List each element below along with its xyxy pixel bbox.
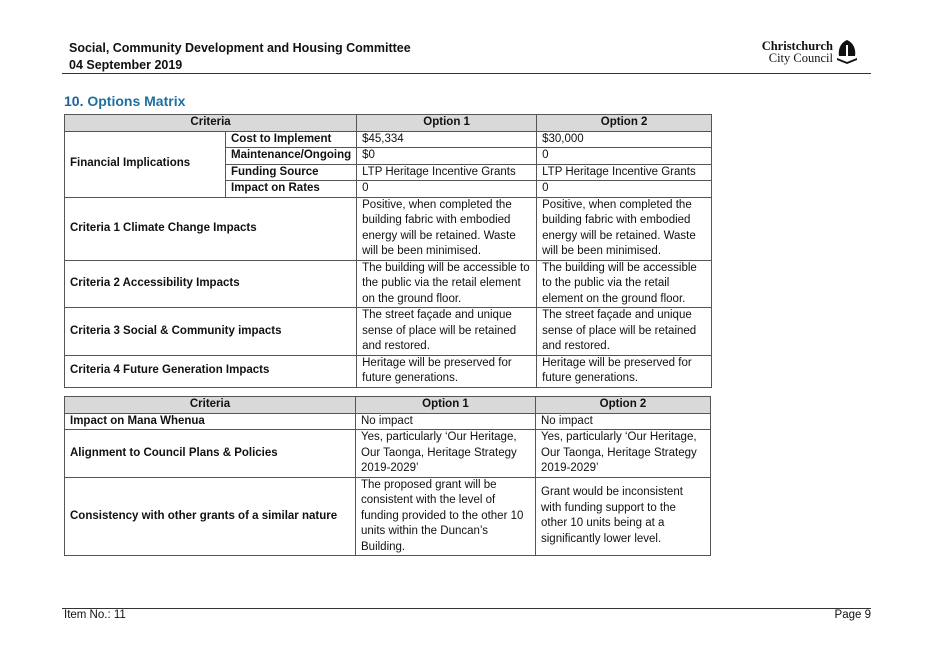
row-label: Alignment to Council Plans & Policies	[65, 430, 356, 478]
text-line: Yes, particularly ‘Our Heritage,	[541, 431, 697, 443]
option-2-cell: 0	[537, 148, 712, 165]
option-1-cell	[357, 355, 537, 387]
text-line: Our Taonga, Heritage Strategy	[541, 446, 697, 459]
row-label: Consistency with other grants of a similar nature	[65, 477, 356, 556]
additional-criteria-table	[64, 396, 711, 556]
table-row	[65, 260, 712, 308]
text-line: The building will be accessible	[542, 261, 697, 274]
text-line: Positive, when completed the	[542, 198, 692, 211]
text-line: The building will be accessible to	[362, 261, 530, 274]
section-number: 10.	[64, 93, 84, 109]
option-1-cell	[356, 477, 536, 556]
option-2-cell: $30,000	[537, 131, 712, 148]
option-1-cell	[357, 197, 537, 260]
option-1-cell	[357, 260, 537, 308]
option-2-cell: No impact	[536, 413, 711, 430]
option-2-cell	[537, 260, 712, 308]
text-line: Yes, particularly ‘Our Heritage,	[361, 431, 517, 443]
row-label: Criteria 3 Social & Community impacts	[65, 308, 357, 356]
text-line: to the public via the retail	[542, 277, 670, 289]
text-line: building fabric with embodied	[542, 214, 691, 226]
table-row	[65, 430, 711, 478]
option-2-cell	[536, 477, 711, 556]
text-line: Heritage will be preserved for	[542, 356, 692, 369]
option-1-cell: LTP Heritage Incentive Grants	[357, 164, 537, 181]
text-line: significantly lower level.	[541, 532, 662, 545]
meeting-date: 04 September 2019	[69, 58, 183, 72]
text-line: units within the Duncan’s	[361, 525, 488, 537]
option-1-header: Option 1	[356, 397, 536, 414]
text-line: with funding support to the	[541, 501, 676, 514]
item-number: Item No.: 11	[64, 609, 126, 621]
text-line: Building.	[361, 540, 406, 553]
text-line: consistent with the level of	[361, 494, 496, 506]
text-line: The street façade and unique	[542, 309, 692, 321]
cathedral-logo-icon	[835, 39, 859, 65]
row-label: Impact on Rates	[226, 181, 357, 198]
table-row	[65, 197, 712, 260]
text-line: The street façade and unique	[362, 309, 512, 321]
option-1-cell: No impact	[356, 413, 536, 430]
row-label: Impact on Mana Whenua	[65, 413, 356, 430]
text-line: on the ground floor.	[362, 292, 462, 305]
row-label: Criteria 1 Climate Change Impacts	[65, 197, 357, 260]
text-line: other 10 units being at a	[541, 517, 665, 530]
text-line: Heritage will be preserved for	[362, 356, 512, 369]
document-header	[69, 40, 411, 74]
text-line: element on the ground floor.	[542, 292, 686, 305]
text-line: and restored.	[542, 340, 610, 352]
table-row	[65, 477, 711, 556]
text-line: building fabric with embodied	[362, 214, 511, 226]
council-logo	[762, 39, 859, 65]
header-rule	[62, 73, 871, 74]
row-label: Maintenance/Ongoing	[226, 148, 357, 165]
text-line: future generations.	[542, 372, 639, 384]
criteria-header: Criteria	[65, 397, 356, 414]
committee-name: Social, Community Development and Housing Committee	[69, 41, 411, 55]
text-line: sense of place will be retained	[542, 324, 697, 337]
text-line: The proposed grant will be	[361, 478, 497, 491]
text-line: the public via the retail element	[362, 277, 521, 289]
option-2-cell	[537, 355, 712, 387]
section-title: Options Matrix	[87, 93, 186, 109]
text-line: funding provided to the other 10	[361, 509, 524, 522]
table-row	[65, 308, 712, 356]
footer-rule	[62, 608, 871, 609]
row-label: Criteria 4 Future Generation Impacts	[65, 355, 357, 387]
text-line: will be been minimised.	[542, 245, 662, 257]
options-matrix-table	[64, 114, 712, 388]
option-1-cell: 0	[357, 181, 537, 198]
text-line: and restored.	[362, 340, 430, 352]
option-2-cell	[537, 308, 712, 356]
option-2-header: Option 2	[536, 397, 711, 414]
text-line: energy will be retained. Waste	[362, 229, 516, 242]
option-1-cell: $45,334	[357, 131, 537, 148]
logo-line-2: City Council	[768, 51, 833, 65]
financial-implications-label: Financial Implications	[65, 131, 226, 197]
text-line: Grant would be inconsistent	[541, 486, 683, 499]
option-1-header: Option 1	[357, 115, 537, 132]
text-line: 2019-2029’	[361, 462, 419, 474]
option-1-cell: $0	[357, 148, 537, 165]
page-number: Page 9	[834, 609, 871, 621]
table-row	[65, 355, 712, 387]
text-line: Positive, when completed the	[362, 198, 512, 211]
logo-line-1: Christchurch	[761, 39, 833, 53]
option-2-cell: LTP Heritage Incentive Grants	[537, 164, 712, 181]
option-2-header: Option 2	[537, 115, 712, 132]
option-1-cell	[356, 430, 536, 478]
row-label: Cost to Implement	[226, 131, 357, 148]
section-heading	[64, 93, 185, 109]
table-row	[65, 413, 711, 430]
text-line: energy will be retained. Waste	[542, 229, 696, 242]
text-line: will be been minimised.	[362, 245, 482, 257]
criteria-header: Criteria	[65, 115, 357, 132]
table-row	[65, 131, 712, 148]
option-2-cell	[537, 197, 712, 260]
option-1-cell	[357, 308, 537, 356]
text-line: future generations.	[362, 372, 459, 384]
text-line: 2019-2029’	[541, 462, 599, 474]
option-2-cell	[536, 430, 711, 478]
text-line: Our Taonga, Heritage Strategy	[361, 446, 517, 459]
row-label: Criteria 2 Accessibility Impacts	[65, 260, 357, 308]
option-2-cell: 0	[537, 181, 712, 198]
row-label: Funding Source	[226, 164, 357, 181]
text-line: sense of place will be retained	[362, 324, 517, 337]
